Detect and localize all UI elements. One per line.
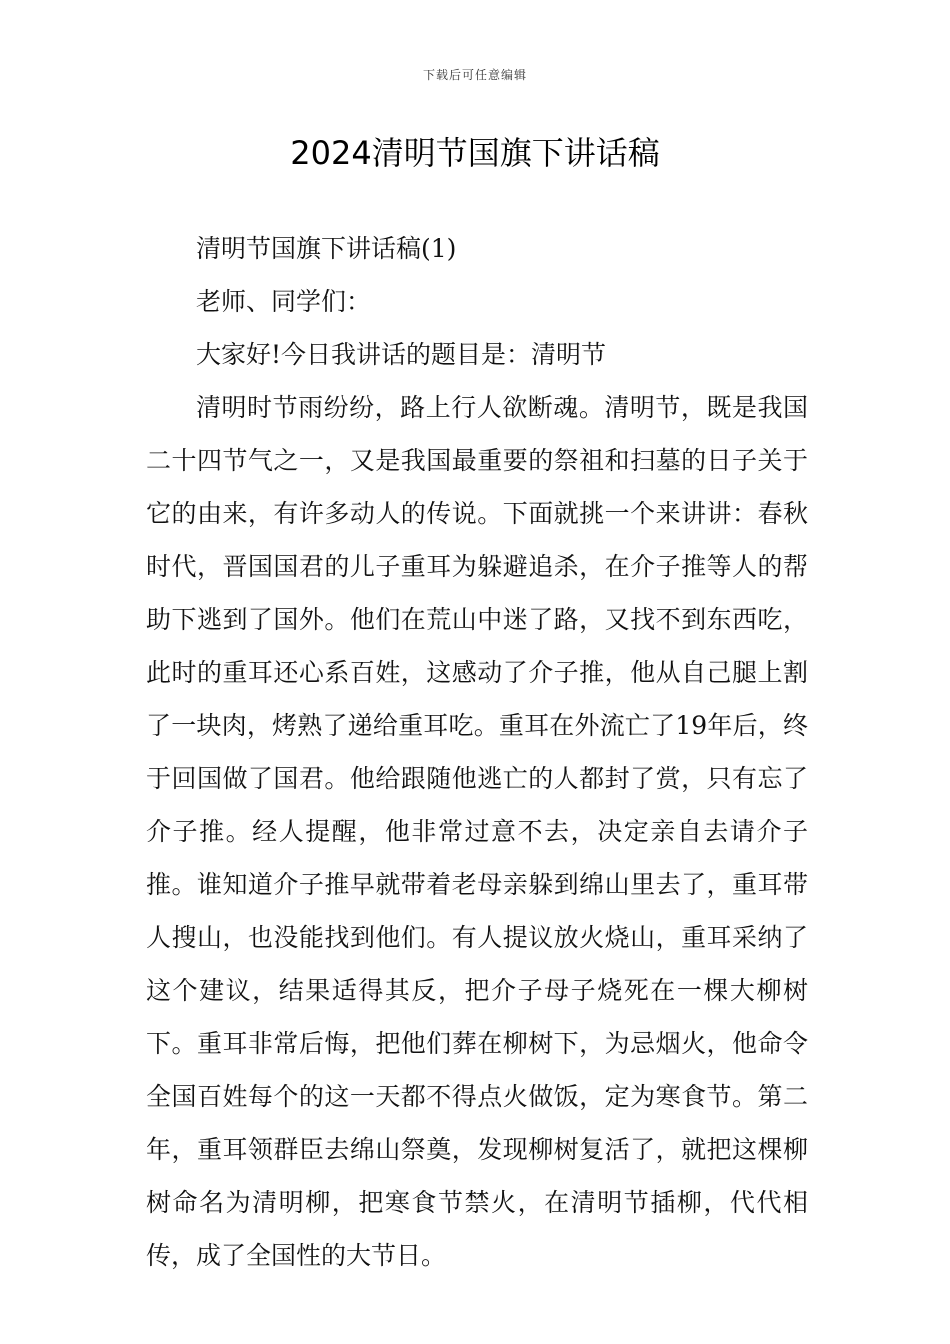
story-paragraph: 清明时节雨纷纷，路上行人欲断魂。清明节，既是我国二十四节气之一，又是我国最重要的祭祖和扫墓的日子关于它的由来，有许多动人的传说。下面就挑一个来讲讲：春秋时代，晋国国君的儿子重耳为躲避追杀，在介子推等人的帮助下逃到了国外。他们在荒山中迷了路，又找不到东西吃，此时的重耳还心系百姓，这感动了介子推，他从自己腿上割了一块肉，烤熟了递给重耳吃。重耳在外流亡了19年后，终于回国做了国君。他给跟随他逃亡的人都封了赏，只有忘了介子推。经人提醒，他非常过意不去，决定亲自去请介子推。谁知道介子推早就带着老母亲躲到绵山里去了，重耳带人搜山，也没能找到他们。有人提议放火烧山，重耳采纳了这个建议，结果适得其反，把介子母子烧死在一棵大柳树下。重耳非常后悔，把他们葬在柳树下，为忌烟火，他命令全国百姓每个的这一天都不得点火做饭，定为寒食节。第二年，重耳领群臣去绵山祭奠，发现柳树复活了，就把这棵柳树命名为清明柳，把寒食节禁火，在清明节插柳，代代相传，成了全国性的大节日。 bbox=[146, 393, 808, 1270]
header-note: 下载后可任意编辑 bbox=[422, 68, 527, 82]
salutation-paragraph: 老师、同学们： bbox=[196, 287, 372, 316]
document-title: 2024清明节国旗下讲话稿 bbox=[290, 134, 660, 172]
document-body bbox=[146, 222, 808, 1282]
greeting-paragraph: 大家好!今日我讲话的题目是：清明节 bbox=[196, 340, 607, 369]
subtitle-paragraph: 清明节国旗下讲话稿(1) bbox=[196, 234, 457, 263]
